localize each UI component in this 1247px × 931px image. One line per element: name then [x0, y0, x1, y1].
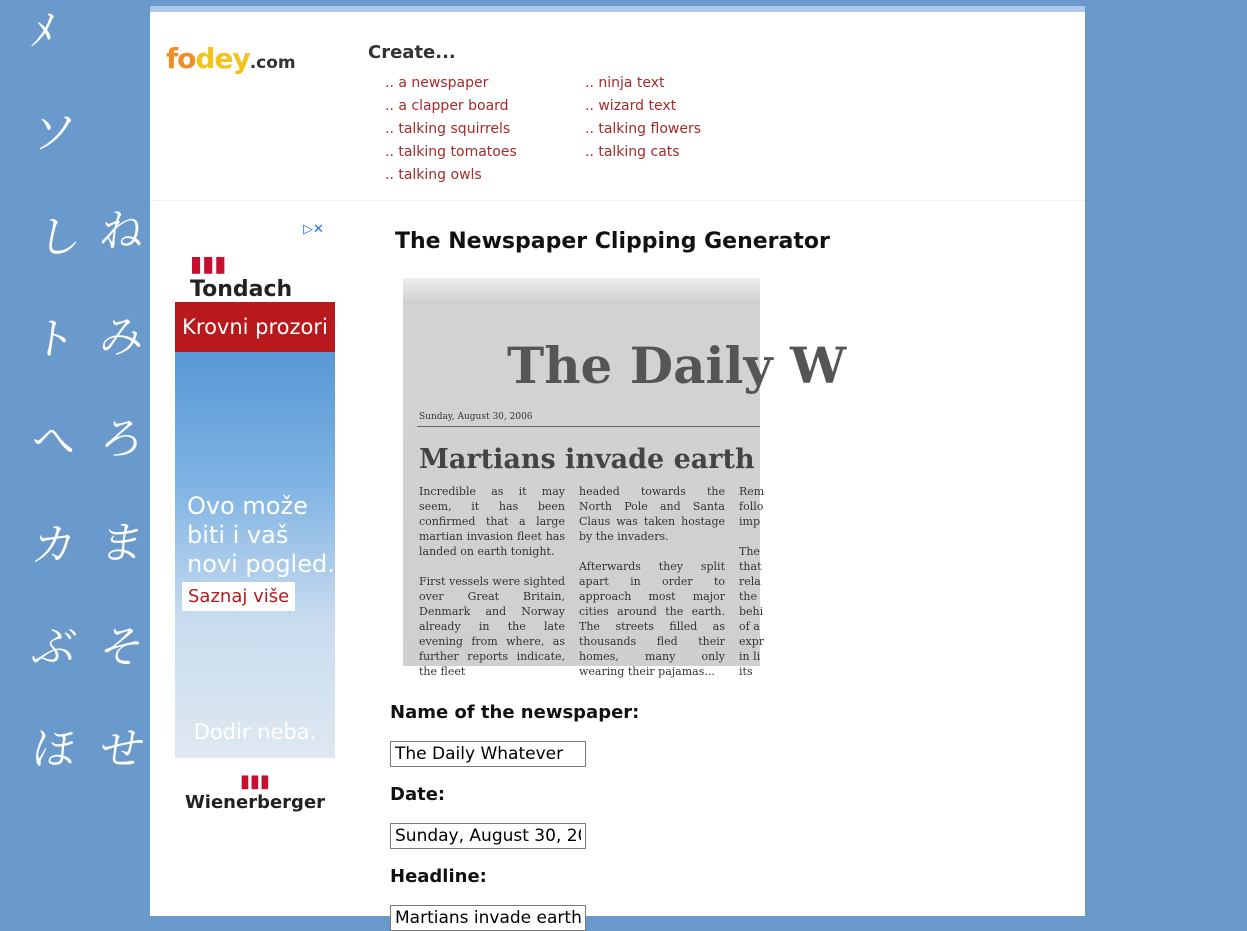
glyph: し [34, 212, 86, 263]
glyph: ソ [28, 108, 80, 159]
preview-paragraph: Rem follo imp [739, 485, 765, 528]
nav-link-ninja-text[interactable]: .. ninja text [585, 75, 665, 91]
nav-link-talking-owls[interactable]: .. talking owls [385, 167, 482, 183]
wienerberger-text: Wienerberger [184, 792, 326, 813]
glyph: ま [96, 518, 148, 569]
date-label: Date: [390, 784, 446, 805]
newspaper-name-input[interactable] [390, 741, 586, 767]
preview-column-1 [419, 484, 565, 694]
tondach-text: Tondach [190, 277, 293, 302]
preview-rule [417, 426, 760, 427]
glyph: ぶ [28, 622, 80, 673]
headline-input[interactable] [390, 905, 586, 931]
preview-masthead: The Daily W [507, 336, 847, 395]
logo-part: fo [166, 42, 196, 75]
tondach-logo[interactable] [190, 252, 335, 302]
preview-headline: Martians invade earth [419, 444, 755, 475]
nav-link-newspaper[interactable]: .. a newspaper [385, 75, 489, 91]
ad-text-line: Ovo može [187, 492, 308, 520]
preview-paragraph: Incredible as it may seem, it has been confirmed that a large martian invasion fleet has landed on earth tonight. [419, 485, 565, 558]
tondach-mark-icon: ▮▮▮ [190, 252, 227, 277]
create-heading: Create... [368, 42, 456, 63]
date-input[interactable] [390, 823, 586, 849]
nav-link-talking-squirrels[interactable]: .. talking squirrels [385, 121, 511, 137]
headline-label: Headline: [390, 866, 487, 887]
glyph: ろ [96, 414, 148, 465]
glyph: み [96, 312, 148, 363]
adchoices-icon[interactable]: ▷✕ [303, 222, 324, 237]
glyph: ね [96, 206, 148, 257]
nav-column-2 [585, 72, 701, 164]
ad-banner: Krovni prozori [175, 302, 335, 352]
nav-link-clapper-board[interactable]: .. a clapper board [385, 98, 509, 114]
advertisement[interactable] [175, 222, 335, 822]
nav-link-talking-flowers[interactable]: .. talking flowers [585, 121, 702, 137]
glyph: ト [28, 314, 80, 365]
newspaper-preview [403, 278, 847, 678]
fodey-logo[interactable] [166, 42, 296, 75]
preview-paragraph: First vessels were sighted over Great Britain, Denmark and Norway already in the late evening from where, as further reports indicate, the fleet [419, 575, 565, 678]
nav-column-1 [385, 72, 517, 187]
glyph: せ [96, 724, 148, 775]
glyph: ほ [28, 724, 80, 775]
ad-text [187, 492, 335, 579]
ad-image[interactable] [175, 302, 335, 758]
page-container [150, 6, 1085, 916]
page-title: The Newspaper Clipping Generator [395, 229, 830, 254]
glyph: そ [96, 622, 148, 673]
preview-column-2 [579, 484, 725, 694]
glyph: ﾒ [28, 6, 58, 57]
preview-date: Sunday, August 30, 2006 [419, 412, 533, 422]
nav-link-talking-tomatoes[interactable]: .. talking tomatoes [385, 144, 517, 160]
nav-link-talking-cats[interactable]: .. talking cats [585, 144, 680, 160]
preview-column-3 [739, 484, 769, 694]
preview-paragraph: headed towards the North Pole and Santa Claus was taken hostage by the invaders. [579, 485, 725, 543]
preview-paragraph: The that rela the behi of a expr in li its [739, 545, 765, 678]
ad-cta-button[interactable]: Saznaj više [182, 582, 295, 611]
wienerberger-logo[interactable] [175, 772, 335, 813]
torn-edge [403, 278, 760, 304]
glyph: カ [28, 520, 80, 571]
nav-link-wizard-text[interactable]: .. wizard text [585, 98, 677, 114]
header-divider [150, 200, 1085, 201]
wienerberger-mark-icon: ▮▮▮ [240, 771, 270, 792]
logo-part: dey [195, 42, 250, 75]
ad-text-line: biti i vaš [187, 521, 289, 549]
logo-part: .com [249, 53, 296, 73]
ad-footer-text: Dodir neba. [193, 720, 317, 744]
glyph: へ [28, 416, 80, 467]
ad-text-line: novi pogled. [187, 550, 335, 578]
preview-paragraph: Afterwards they split apart in order to approach most major cities around the earth. The streets filled as thousands fled their homes, many only wearing their pajamas... [579, 560, 725, 678]
newspaper-name-label: Name of the newspaper: [390, 702, 640, 723]
